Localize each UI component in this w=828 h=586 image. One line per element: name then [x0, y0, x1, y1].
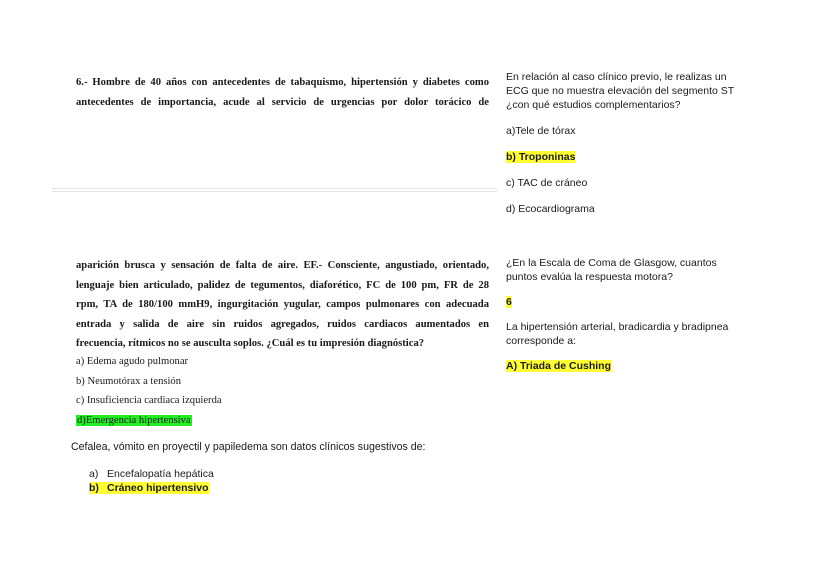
page-break-divider [52, 188, 497, 192]
option-c: c) Insuficiencia cardiaca izquierda [76, 395, 222, 406]
text-line: 6.- Hombre de 40 años con antecedentes de tabaquismo, hipertensión y diabetes como [76, 77, 489, 88]
option-b-correct [89, 481, 214, 495]
option-d: d) Ecocardiograma [506, 203, 595, 215]
option-a: a) Edema agudo pulmonar [76, 356, 189, 367]
option-c: c) TAC de cráneo [506, 177, 588, 189]
cushing-answer: A) Triada de Cushing [506, 360, 612, 372]
question-6-stem-top [76, 73, 489, 112]
option-a: a)Tele de tórax [506, 125, 576, 137]
option-d-correct: d)Emergencia hipertensiva [77, 414, 191, 426]
option-b-correct: b) Troponinas [506, 151, 576, 163]
text-line: aparición brusca y sensación de falta de aire. EF.- Consciente, angustiado, orientado, [76, 260, 489, 271]
text-line: frecuencia, rítmicos no se ausculta soplos. ¿Cuál es tu impresión diagnóstica? [76, 338, 425, 349]
text-line: lenguaje bien articulado, palidez de tegumentos, diaforético, FC de 100 pm, FR de 28 [76, 279, 489, 291]
question-cefalea-options [89, 467, 214, 495]
prompt-line: ¿En la Escala de Coma de Glasgow, cuantos [506, 257, 717, 269]
prompt-line: En relación al caso clínico previo, le realizas un [506, 71, 727, 83]
question-cefalea-prompt: Cefalea, vómito en proyectil y papiledema son datos clínicos sugestivos de: [71, 441, 426, 453]
option-b: b) Neumotórax a tensión [76, 375, 182, 387]
option-label: Encefalopatía hepática [107, 468, 214, 480]
question-6-stem-bottom [76, 256, 489, 354]
text-line: entrada y salida de aire sin ruidos agregados, ruidos cardiacos aumentados en [76, 318, 489, 330]
question-6-options [76, 352, 222, 430]
option-marker: a) [89, 468, 99, 480]
question-ecg [506, 70, 806, 216]
prompt-line: ECG que no muestra elevación del segmento ST [506, 85, 735, 97]
prompt-line: La hipertensión arterial, bradicardia y bradipnea [506, 321, 729, 333]
prompt-line: corresponde a: [506, 335, 577, 347]
text-line: rpm, TA de 180/100 mmH9, ingurgitación yugular, campos pulmonares con adecuada [76, 299, 489, 310]
prompt-line: ¿con qué estudios complementarios? [506, 99, 681, 111]
question-glasgow [506, 256, 806, 373]
option-a [89, 467, 214, 481]
option-marker: b) [89, 482, 99, 494]
text-line: antecedentes de importancia, acude al servicio de urgencias por dolor torácico de [76, 96, 489, 108]
option-label: Cráneo hipertensivo [107, 482, 209, 494]
prompt-line: puntos evalúa la respuesta motora? [506, 271, 673, 283]
glasgow-answer: 6 [506, 296, 512, 308]
